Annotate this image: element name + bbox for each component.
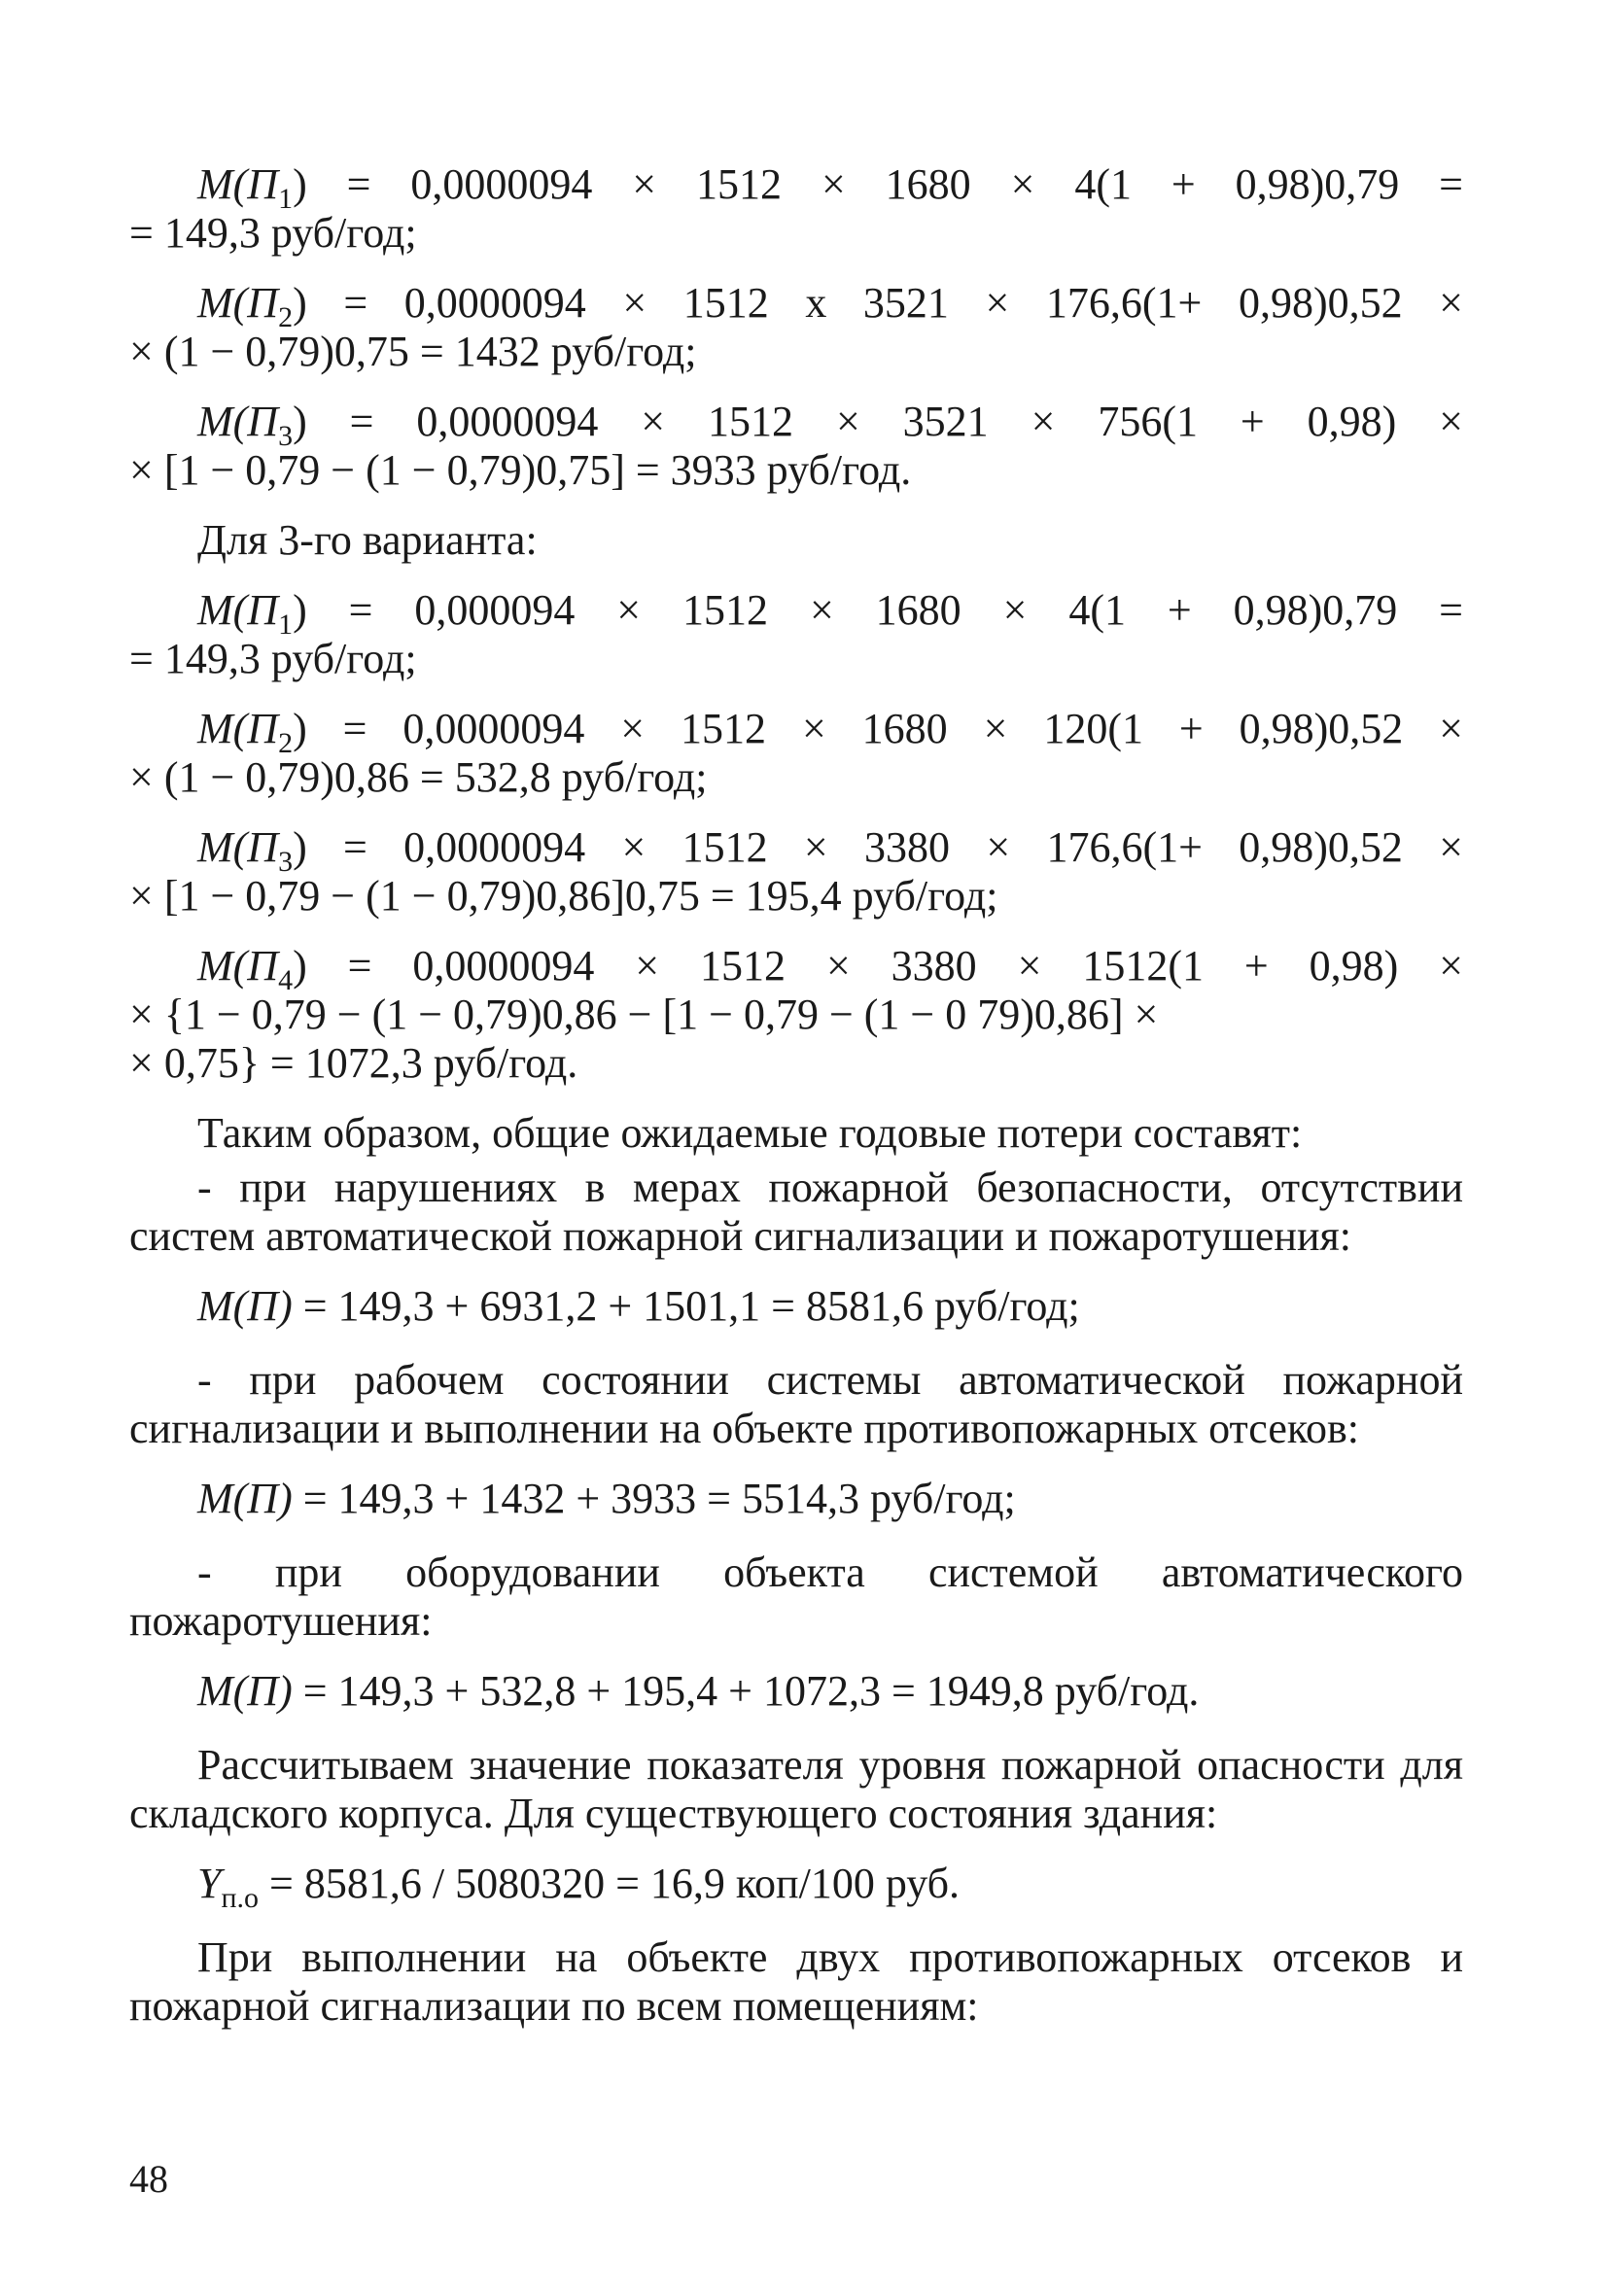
equation-v2-2	[129, 279, 1463, 376]
formula-rhs: = 149,3 + 6931,2 + 1501,1 = 8581,6 руб/год;	[292, 1282, 1080, 1330]
eq-continuation: × (1 − 0,79)0,75 = 1432 руб/год;	[129, 328, 697, 375]
eq-rhs: ) = 0,0000094 × 1512 × 1680 × 120(1 + 0,98)0,52 ×	[293, 705, 1463, 752]
case2-formula	[197, 1475, 1463, 1523]
equation-v3-2	[129, 705, 1463, 802]
equation-v3-4	[129, 942, 1463, 1088]
eq-continuation: × 0,75} = 1072,3 руб/год.	[129, 1039, 578, 1087]
eq-rhs: ) = 0,000094 × 1512 × 1680 × 4(1 + 0,98)0,79 =	[293, 586, 1463, 634]
case1-text: - при нарушениях в мерах пожарной безопасности, отсутствии систем автоматической пожарной сигнализации и пожаротушения:	[129, 1164, 1463, 1260]
eq-continuation: × [1 − 0,79 − (1 − 0,79)0,75] = 3933 руб/год.	[129, 446, 912, 494]
formula-lhs: M(П)	[197, 1282, 293, 1330]
eq-lhs: M(П	[197, 942, 279, 990]
page-body	[129, 160, 1463, 2052]
formula-rhs: = 149,3 + 1432 + 3933 = 5514,3 руб/год;	[292, 1475, 1016, 1522]
formula-rhs: = 8581,6 / 5080320 = 16,9 коп/100 руб.	[259, 1860, 961, 1907]
formula-subscript: п.о	[221, 1882, 260, 1914]
case3-text: - при оборудовании объекта системой автоматического пожаротушения:	[129, 1548, 1463, 1645]
eq-rhs: ) = 0,0000094 × 1512 × 1680 × 4(1 + 0,98)0,79 =	[293, 160, 1463, 208]
variant3-heading: Для 3-го варианта:	[197, 516, 538, 564]
indicator-formula	[197, 1860, 1463, 1914]
eq-subscript: 1	[278, 609, 294, 641]
eq-lhs: M(П	[197, 586, 279, 634]
formula-lhs: Y	[197, 1860, 222, 1907]
eq-lhs: M(П	[197, 705, 279, 752]
formula-lhs: M(П)	[197, 1475, 293, 1522]
formula-rhs: = 149,3 + 532,8 + 195,4 + 1072,3 = 1949,8 руб/год.	[292, 1667, 1200, 1715]
eq-continuation: × [1 − 0,79 − (1 − 0,79)0,86]0,75 = 195,4 руб/год;	[129, 872, 998, 920]
eq-rhs: ) = 0,0000094 × 1512 × 3521 × 756(1 + 0,98) ×	[293, 398, 1463, 445]
eq-lhs: M(П	[197, 823, 279, 871]
final-text: При выполнении на объекте двух противопожарных отсеков и пожарной сигнализации по всем помещениям:	[129, 1933, 1463, 2030]
eq-subscript: 1	[278, 183, 294, 215]
equation-v3-3	[129, 823, 1463, 921]
eq-subscript: 3	[278, 846, 294, 878]
formula-lhs: M(П)	[197, 1667, 293, 1715]
eq-lhs: M(П	[197, 398, 279, 445]
eq-lhs: M(П	[197, 160, 279, 208]
eq-subscript: 3	[278, 420, 294, 452]
page-number: 48	[129, 2157, 168, 2201]
equation-v2-1	[129, 160, 1463, 258]
indicator-text: Рассчитываем значение показателя уровня пожарной опасности для складского корпуса. Для существующего состояния здания:	[129, 1741, 1463, 1837]
summary-intro: Таким образом, общие ожидаемые годовые потери составят:	[197, 1109, 1303, 1157]
eq-lhs: M(П	[197, 279, 279, 327]
case2-text: - при рабочем состоянии системы автоматической пожарной сигнализации и выполнении на объекте противопожарных отсеков:	[129, 1356, 1463, 1452]
eq-rhs: ) = 0,0000094 × 1512 × 3380 × 1512(1 + 0,98) ×	[293, 942, 1463, 990]
eq-continuation: = 149,3 руб/год;	[129, 209, 417, 257]
equation-v2-3	[129, 398, 1463, 495]
case1-formula	[197, 1282, 1463, 1331]
eq-rhs: ) = 0,0000094 × 1512 x 3521 × 176,6(1+ 0,98)0,52 ×	[293, 279, 1463, 327]
eq-subscript: 2	[278, 301, 294, 333]
eq-subscript: 2	[278, 727, 294, 759]
eq-continuation: × {1 − 0,79 − (1 − 0,79)0,86 − [1 − 0,79 − (1 − 0 79)0,86] ×	[129, 991, 1159, 1038]
eq-continuation: = 149,3 руб/год;	[129, 635, 417, 682]
eq-rhs: ) = 0,0000094 × 1512 × 3380 × 176,6(1+ 0,98)0,52 ×	[293, 823, 1463, 871]
case3-formula	[197, 1667, 1463, 1716]
eq-continuation: × (1 − 0,79)0,86 = 532,8 руб/год;	[129, 753, 708, 801]
equation-v3-1	[129, 586, 1463, 683]
eq-subscript: 4	[278, 964, 294, 996]
